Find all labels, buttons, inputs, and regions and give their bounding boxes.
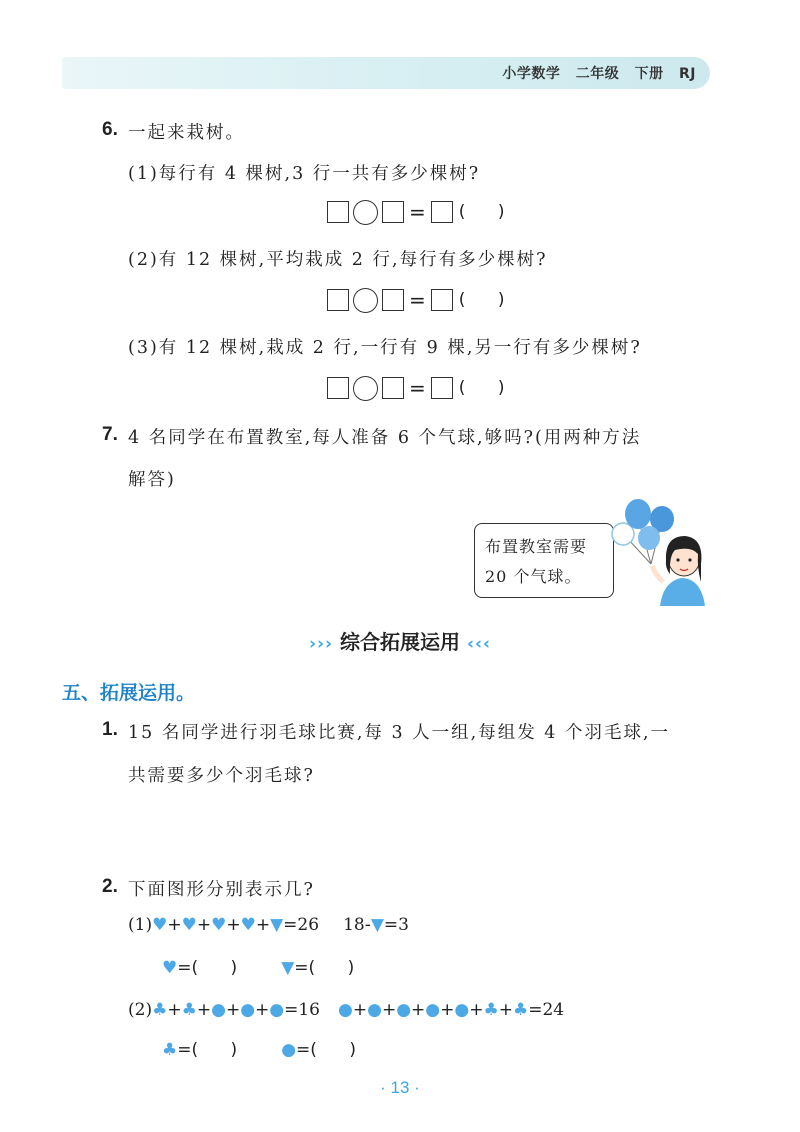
answer-box[interactable] — [327, 289, 349, 311]
q6-sub1: (1)每行有 4 棵树,3 行一共有多少棵树? — [128, 164, 481, 184]
answer-box[interactable] — [382, 201, 404, 223]
heart-icon: ♥ — [181, 915, 197, 935]
p5q2-sub2-answers — [162, 1040, 356, 1060]
bubble-line2: 20 个气球。 — [485, 567, 582, 586]
q6-number: 6. — [102, 119, 118, 140]
q7-line2: 解答) — [128, 470, 176, 490]
bubble-line1: 布置教室需要 — [485, 537, 588, 556]
balloon-icon — [638, 526, 660, 550]
equals-sign: = — [409, 376, 426, 400]
equals-sign: = — [409, 200, 426, 224]
filled-circle-icon: ● — [425, 1000, 441, 1020]
club-icon: ♣ — [152, 1000, 168, 1020]
heart-icon: ♥ — [211, 915, 227, 935]
filled-circle-icon: ● — [454, 1000, 470, 1020]
q6-sub1-equation — [327, 199, 504, 225]
section-title — [0, 626, 800, 655]
q7-line1: 4 名同学在布置教室,每人准备 6 个气球,够吗?(用两种方法 — [128, 428, 642, 448]
eq1-result: =16 — [284, 1000, 321, 1020]
down-triangle-icon: ▼ — [270, 915, 284, 935]
header-term: 下册 — [634, 66, 664, 82]
club-icon: ♣ — [512, 1000, 529, 1020]
heart-answer-blank[interactable]: =( ) — [177, 958, 238, 978]
section-arrows-right: ‹‹‹ — [466, 634, 491, 654]
plus-sign: + — [352, 1000, 368, 1020]
down-triangle-icon: ▼ — [370, 915, 384, 935]
page-header-band — [62, 57, 710, 89]
page-number: · 13 · — [380, 1078, 420, 1097]
eq1-result: =26 — [283, 915, 320, 935]
q6-sub2: (2)有 12 棵树,平均栽成 2 行,每行有多少棵树? — [128, 250, 548, 270]
minus-sign: - — [364, 915, 371, 935]
p5q2-sub1-answers — [162, 958, 354, 978]
p5q1-line2: 共需要多少个羽毛球? — [128, 766, 315, 786]
q6-sub2-equation — [327, 287, 504, 313]
q6-sub3: (3)有 12 棵树,栽成 2 行,一行有 9 棵,另一行有多少棵树? — [128, 338, 642, 358]
heart-icon: ♥ — [162, 958, 178, 978]
plus-sign: + — [226, 915, 241, 935]
section-title-text: 综合拓展运用 — [340, 630, 460, 654]
filled-circle-icon: ● — [281, 1040, 297, 1060]
operator-circle[interactable] — [353, 200, 378, 225]
filled-circle-icon: ● — [338, 1000, 353, 1020]
plus-sign: + — [411, 1000, 426, 1020]
p5q2-title: 下面图形分别表示几? — [128, 880, 315, 900]
club-icon: ♣ — [483, 1000, 499, 1020]
heart-icon: ♥ — [240, 915, 256, 935]
answer-box[interactable] — [431, 289, 453, 311]
unit-blank[interactable]: ( ) — [458, 202, 505, 222]
q7-number: 7. — [102, 424, 118, 445]
plus-sign: + — [167, 1000, 182, 1020]
plus-sign: + — [225, 1000, 241, 1020]
balloon-icon — [625, 499, 651, 529]
q6-sub3-equation — [327, 375, 504, 401]
operator-circle[interactable] — [353, 376, 378, 401]
answer-box[interactable] — [431, 201, 453, 223]
plus-sign: + — [255, 1000, 270, 1020]
filled-circle-icon: ● — [240, 1000, 256, 1020]
unit-blank[interactable]: ( ) — [458, 290, 505, 310]
filled-circle-icon: ● — [269, 1000, 285, 1020]
sub2-label: (2) — [128, 1000, 153, 1020]
girl-with-balloons-illustration — [605, 498, 710, 606]
answer-box[interactable] — [431, 377, 453, 399]
p5q2-sub2-row — [128, 1000, 564, 1020]
sub1-label: (1) — [128, 915, 153, 935]
operator-circle[interactable] — [353, 288, 378, 313]
unit-blank[interactable]: ( ) — [458, 378, 505, 398]
answer-box[interactable] — [327, 201, 349, 223]
answer-box[interactable] — [382, 377, 404, 399]
part5-title: 五、拓展运用。 — [62, 682, 196, 704]
filled-circle-icon: ● — [396, 1000, 412, 1020]
down-triangle-icon: ▼ — [281, 958, 295, 978]
plus-sign: + — [196, 1000, 212, 1020]
plus-sign: + — [255, 915, 271, 935]
eq2-result: =3 — [383, 915, 409, 935]
circle-answer-blank[interactable]: =( ) — [296, 1040, 356, 1060]
plus-sign: + — [381, 1000, 397, 1020]
answer-box[interactable] — [382, 289, 404, 311]
section-arrows-left: ››› — [309, 634, 334, 654]
speech-bubble — [474, 523, 614, 598]
header-edition: RJ — [679, 66, 696, 82]
header-grade: 二年级 — [575, 66, 620, 82]
page-header-text — [492, 63, 696, 83]
header-subject: 小学数学 — [502, 66, 561, 82]
filled-circle-icon: ● — [367, 1000, 382, 1020]
eq2-prefix: 18 — [343, 915, 365, 935]
answer-box[interactable] — [327, 377, 349, 399]
eq2-result: =24 — [528, 1000, 565, 1020]
equals-sign: = — [409, 288, 426, 312]
p5q2-sub1-row — [128, 915, 409, 935]
p5q1-line1: 15 名同学进行羽毛球比赛,每 3 人一组,每组发 4 个羽毛球,一 — [128, 723, 671, 743]
club-icon: ♣ — [181, 1000, 197, 1020]
plus-sign: + — [469, 1000, 484, 1020]
heart-icon: ♥ — [152, 915, 168, 935]
triangle-answer-blank[interactable]: =( ) — [294, 958, 355, 978]
club-answer-blank[interactable]: =( ) — [177, 1040, 238, 1060]
plus-sign: + — [440, 1000, 455, 1020]
plus-sign: + — [498, 1000, 513, 1020]
q6-title: 一起来栽树。 — [128, 123, 245, 143]
p5q1-number: 1. — [102, 719, 118, 740]
filled-circle-icon: ● — [211, 1000, 226, 1020]
p5q2-number: 2. — [102, 876, 118, 897]
plus-sign: + — [196, 915, 212, 935]
club-icon: ♣ — [162, 1040, 178, 1060]
plus-sign: + — [167, 915, 182, 935]
